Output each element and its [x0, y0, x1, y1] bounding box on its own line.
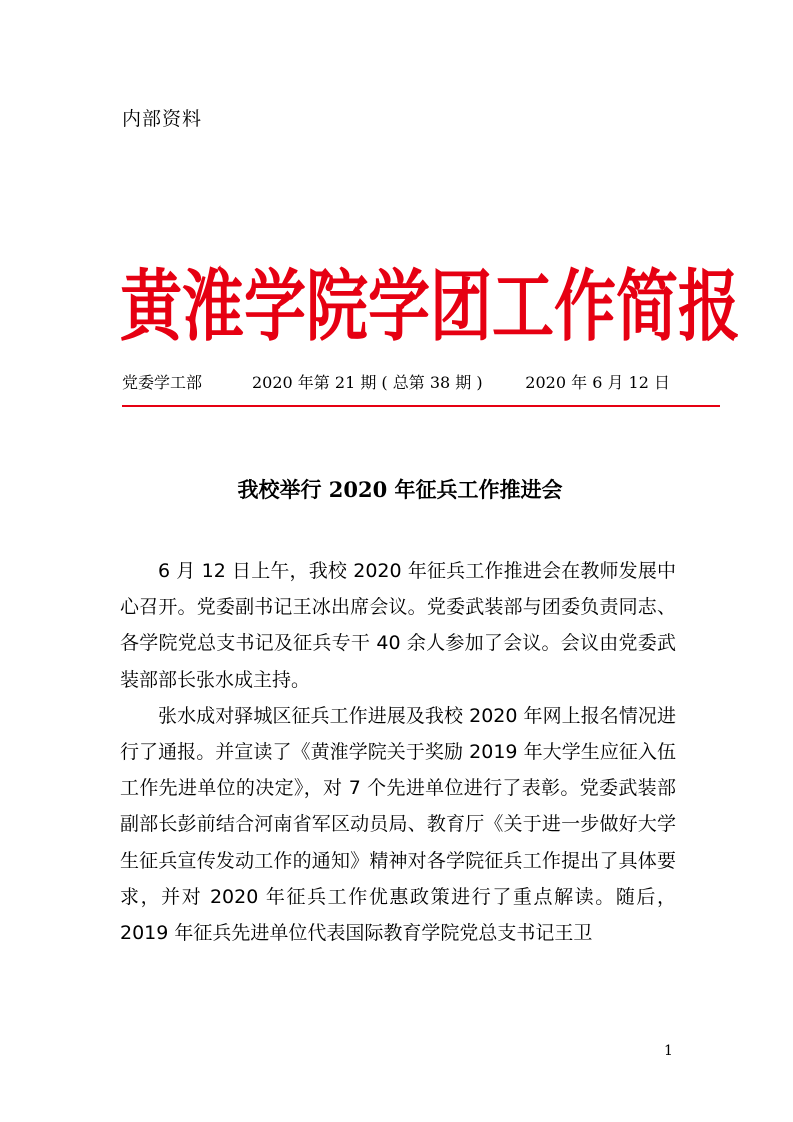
classification-label: 内部资料 — [122, 108, 203, 130]
page-number: 1 — [664, 1043, 673, 1059]
article-body — [120, 553, 676, 951]
red-divider — [122, 405, 720, 407]
paragraph-2: 张水成对驿城区征兵工作进展及我校 2020 年网上报名情况进行了通报。并宣读了《黄淮学院关于奖励 2019 年大学生应征入伍工作先进单位的决定》，对 7 个先进单位进行了表彰。党委武装部副部长彭前结合河南省军区动员局、教育厅《关于进一步做好大学生征兵宣传发动工作的通知》精神对各学院征兵工作提出了具体要求，并对 2020 年征兵工作优惠政策进行了重点解读。随后，2019 年征兵先进单位代表国际教育学院党总支书记王卫 — [120, 704, 676, 945]
paragraph-1: 6 月 12 日上午，我校 2020 年征兵工作推进会在教师发展中心召开。党委副书记王冰出席会议。党委武装部与团委负责同志、各学院党总支书记及征兵专干 40 余人参加了会议。会议由党委武装部部长张水成主持。 — [120, 560, 676, 691]
issuing-department: 党委学工部 — [122, 373, 203, 392]
masthead-title: 黄淮学院学团工作简报 — [120, 260, 741, 352]
issue-date: 2020 年 6 月 12 日 — [525, 373, 670, 392]
article-title: 我校举行 2020 年征兵工作推进会 — [237, 477, 563, 502]
issue-number: 2020 年第 21 期 ( 总第 38 期 ) — [252, 373, 483, 392]
issue-line — [122, 370, 682, 394]
